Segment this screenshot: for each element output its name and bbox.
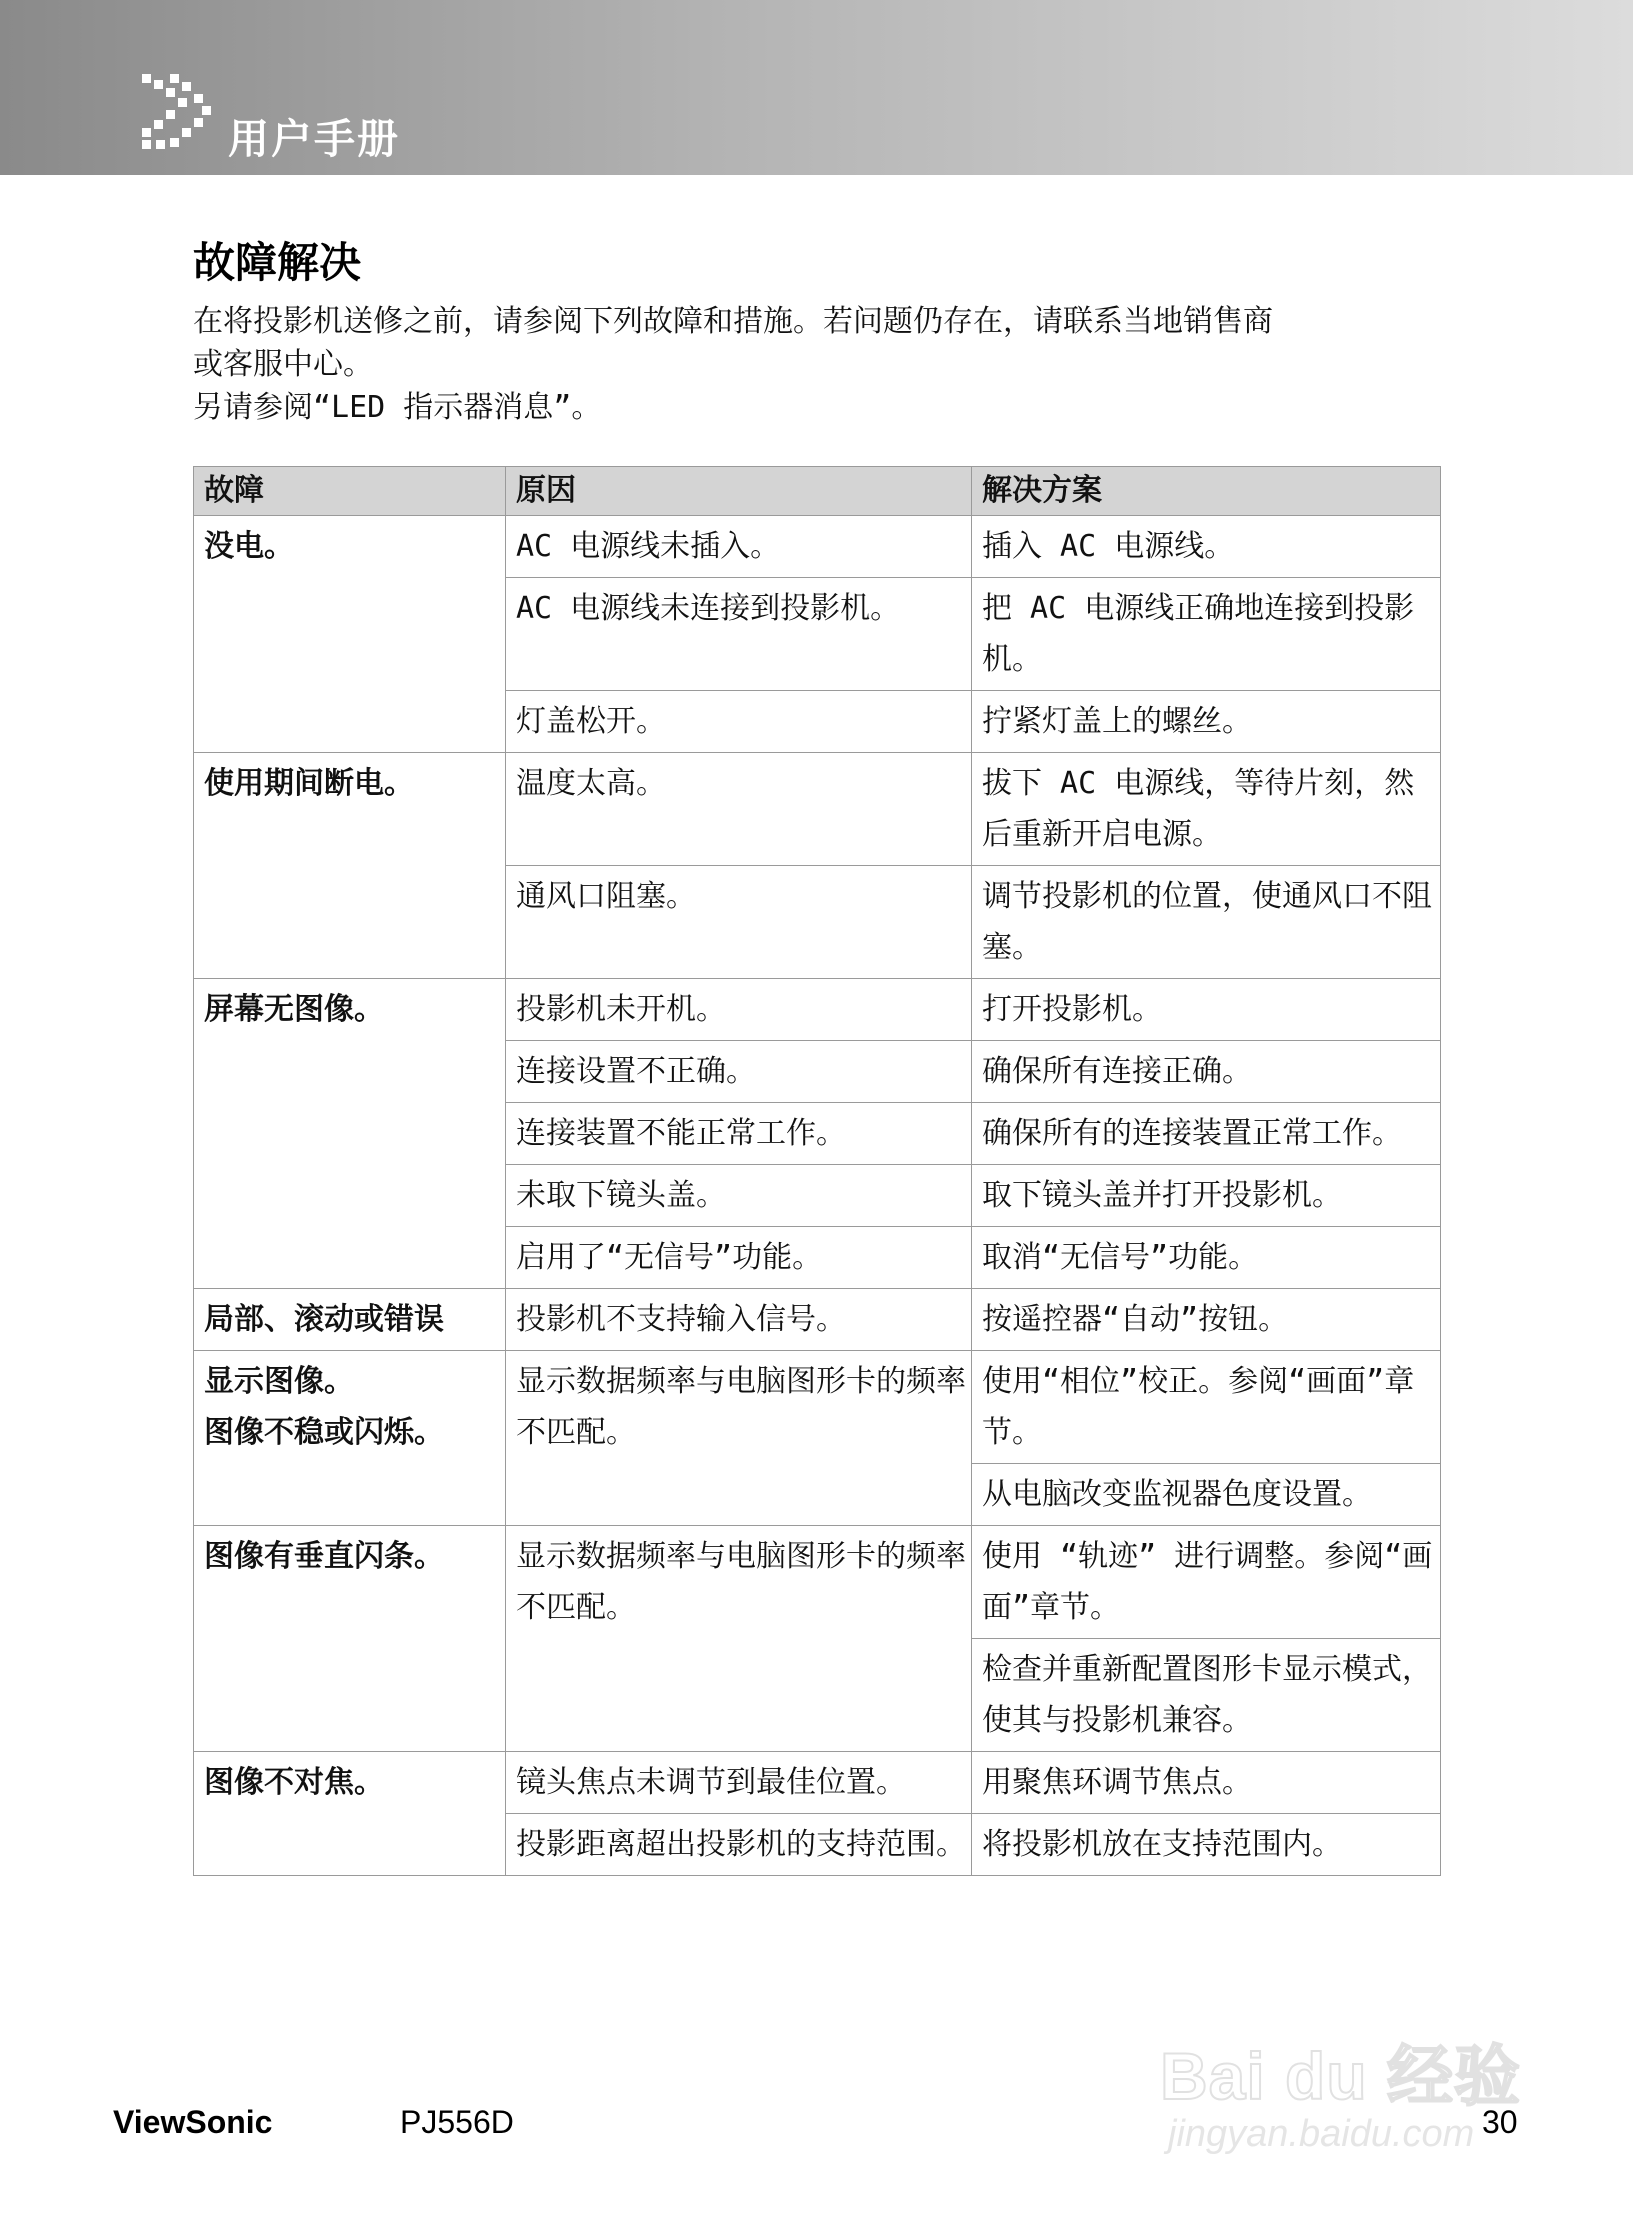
- cause-cell: AC 电源线未插入。: [506, 516, 972, 578]
- cause-cell: 显示数据频率与电脑图形卡的频率不匹配。: [506, 1526, 972, 1752]
- fault-cell: 局部、滚动或错误: [194, 1289, 506, 1351]
- cause-cell: 投影距离超出投影机的支持范围。: [506, 1814, 972, 1876]
- footer-brand: ViewSonic: [113, 2104, 273, 2140]
- cause-cell: 温度太高。: [506, 753, 972, 866]
- troubleshooting-table: [193, 466, 1441, 1876]
- table-row: [194, 1526, 1441, 1639]
- table-row: [194, 1289, 1441, 1351]
- table-row: [194, 979, 1441, 1041]
- solution-cell: 使用“相位”校正。参阅“画面”章节。: [972, 1351, 1441, 1464]
- solution-cell: 检查并重新配置图形卡显示模式，使其与投影机兼容。: [972, 1639, 1441, 1752]
- fault-cell: 屏幕无图像。: [194, 979, 506, 1289]
- cause-cell: 连接装置不能正常工作。: [506, 1103, 972, 1165]
- cause-cell: AC 电源线未连接到投影机。: [506, 578, 972, 691]
- solution-cell: 从电脑改变监视器色度设置。: [972, 1464, 1441, 1526]
- fault-cell: 图像有垂直闪条。: [194, 1526, 506, 1752]
- table-row: [194, 1351, 1441, 1464]
- header-bar: [0, 0, 1633, 175]
- fault-cell: 显示图像。 图像不稳或闪烁。: [194, 1351, 506, 1526]
- cause-cell: 通风口阻塞。: [506, 866, 972, 979]
- solution-cell: 确保所有连接正确。: [972, 1041, 1441, 1103]
- solution-cell: 拧紧灯盖上的螺丝。: [972, 691, 1441, 753]
- intro-line: 在将投影机送修之前，请参阅下列故障和措施。若问题仍存在，请联系当地销售商: [193, 304, 1273, 339]
- cause-cell: 镜头焦点未调节到最佳位置。: [506, 1752, 972, 1814]
- cause-cell: 投影机未开机。: [506, 979, 972, 1041]
- solution-cell: 按遥控器“自动”按钮。: [972, 1289, 1441, 1351]
- watermark-url: jingyan.baidu.com: [1168, 2113, 1475, 2155]
- cause-cell: 灯盖松开。: [506, 691, 972, 753]
- section-title: 故障解决: [193, 238, 362, 287]
- solution-cell: 将投影机放在支持范围内。: [972, 1814, 1441, 1876]
- solution-cell: 用聚焦环调节焦点。: [972, 1752, 1441, 1814]
- cause-cell: 显示数据频率与电脑图形卡的频率不匹配。: [506, 1351, 972, 1526]
- fault-cell: 没电。: [194, 516, 506, 753]
- intro-line: 另请参阅“LED 指示器消息”。: [193, 390, 602, 425]
- column-header-cause: 原因: [506, 467, 972, 516]
- table-body: [194, 516, 1441, 1876]
- table-header-row: [194, 467, 1441, 516]
- cause-cell: 启用了“无信号”功能。: [506, 1227, 972, 1289]
- footer-model: PJ556D: [400, 2104, 514, 2140]
- intro-line: 或客服中心。: [193, 347, 373, 382]
- solution-cell: 调节投影机的位置，使通风口不阻塞。: [972, 866, 1441, 979]
- intro-text: [193, 300, 1453, 429]
- solution-cell: 拔下 AC 电源线，等待片刻，然后重新开启电源。: [972, 753, 1441, 866]
- column-header-solution: 解决方案: [972, 467, 1441, 516]
- solution-cell: 插入 AC 电源线。: [972, 516, 1441, 578]
- chevron-pixel-icon: [138, 70, 218, 152]
- solution-cell: 确保所有的连接装置正常工作。: [972, 1103, 1441, 1165]
- table-row: [194, 516, 1441, 578]
- table-row: [194, 753, 1441, 866]
- cause-cell: 投影机不支持输入信号。: [506, 1289, 972, 1351]
- cause-cell: 连接设置不正确。: [506, 1041, 972, 1103]
- solution-cell: 取消“无信号”功能。: [972, 1227, 1441, 1289]
- fault-cell: 图像不对焦。: [194, 1752, 506, 1876]
- solution-cell: 取下镜头盖并打开投影机。: [972, 1165, 1441, 1227]
- column-header-fault: 故障: [194, 467, 506, 516]
- solution-cell: 使用 “轨迹” 进行调整。参阅“画面”章节。: [972, 1526, 1441, 1639]
- solution-cell: 打开投影机。: [972, 979, 1441, 1041]
- watermark-logo: Bai du 经验: [1160, 2039, 1522, 2113]
- page-number: 30: [1482, 2104, 1518, 2140]
- cause-cell: 未取下镜头盖。: [506, 1165, 972, 1227]
- table-row: [194, 1752, 1441, 1814]
- header-title: 用户手册: [228, 115, 400, 163]
- solution-cell: 把 AC 电源线正确地连接到投影机。: [972, 578, 1441, 691]
- fault-cell: 使用期间断电。: [194, 753, 506, 979]
